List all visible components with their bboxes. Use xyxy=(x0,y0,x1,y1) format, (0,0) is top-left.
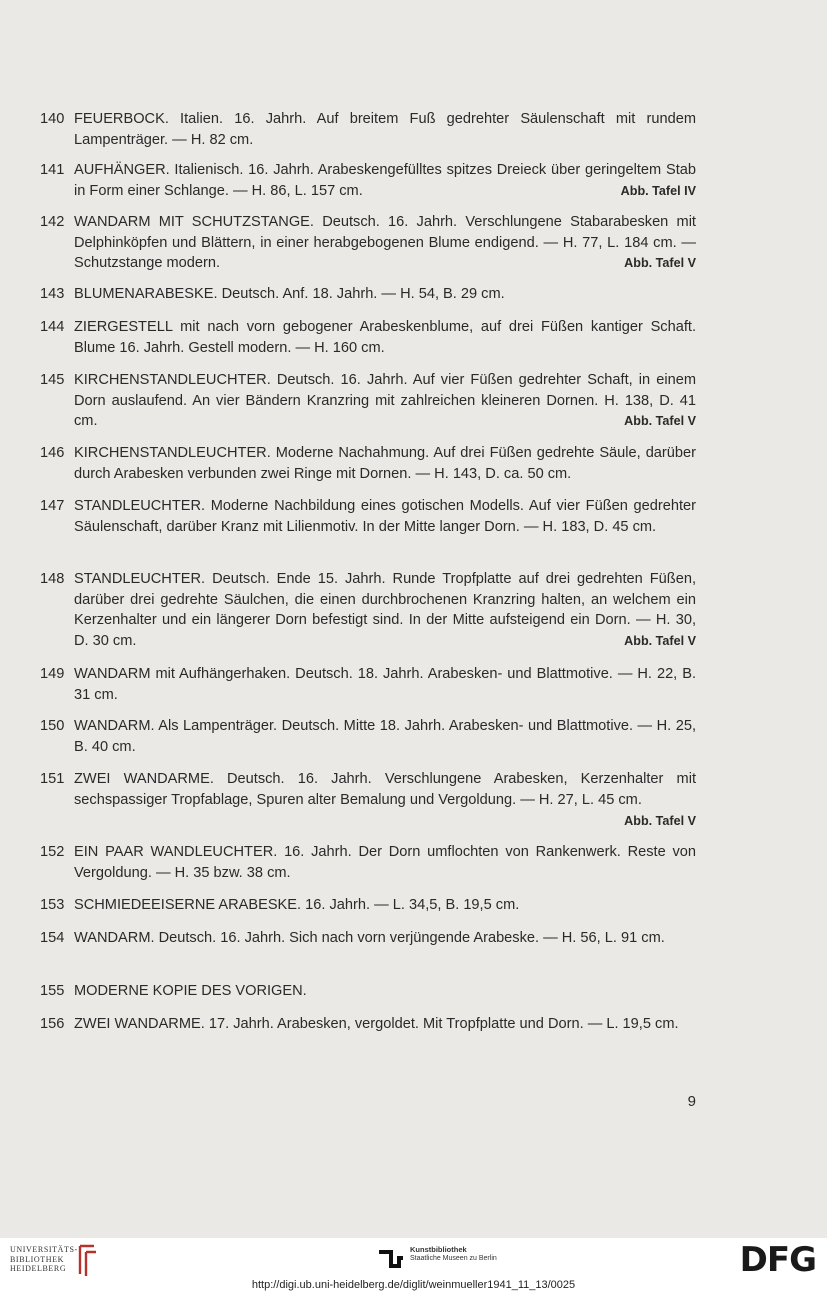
ub-heidelberg-mark-icon[interactable] xyxy=(76,1244,98,1278)
entry-number: 154 xyxy=(40,930,65,946)
catalog-entry xyxy=(40,928,696,949)
entry-text: WANDARM. Deutsch. 16. Jahrh. Sich nach vorn verjüngende Arabeske. — H. 56, L. 91 cm. xyxy=(74,930,665,946)
entry-number: 144 xyxy=(40,319,65,335)
plate-reference: Abb. Tafel V xyxy=(624,813,696,828)
catalog-entry xyxy=(40,716,696,757)
entry-text: ZWEI WANDARME. Deutsch. 16. Jahrh. Verschlungene Arabesken, Kerzenhalter mit sechspassiger Tropfablage, Spuren alter Bemalung und Vergoldung. — H. 27, L. 45 cm. xyxy=(74,771,696,808)
entry-number: 141 xyxy=(40,162,65,178)
university-library-logo[interactable] xyxy=(10,1245,78,1274)
ub-logo-line: UNIVERSITÄTS- xyxy=(10,1245,78,1254)
entry-number: 152 xyxy=(40,844,65,860)
entry-text: BLUMENARABESKE. Deutsch. Anf. 18. Jahrh. — H. 54, B. 29 cm. xyxy=(74,286,505,302)
catalog-entry xyxy=(40,569,696,651)
dfg-logo[interactable]: DFG xyxy=(739,1240,816,1280)
entry-number: 151 xyxy=(40,771,65,787)
kunstbibliothek-title: Kunstbibliothek xyxy=(410,1245,467,1254)
entry-text: STANDLEUCHTER. Moderne Nachbildung eines gotischen Modells. Auf vier Füßen gedrehter Säulenschaft, darüber Kranz mit Lilienmotiv. In der Mitte langer Dorn. — H. 183, D. 45 cm. xyxy=(74,498,696,535)
catalog-entry xyxy=(40,981,696,1002)
entry-number: 149 xyxy=(40,666,65,682)
entry-number: 143 xyxy=(40,286,65,302)
catalog-entry xyxy=(40,1014,696,1035)
catalog-entry xyxy=(40,160,696,201)
entry-text: ZIERGESTELL mit nach vorn gebogener Arabeskenblume, auf drei Füßen kantiger Schaft. Blume 16. Jahrh. Gestell modern. — H. 160 cm. xyxy=(74,319,696,356)
plate-reference: Abb. Tafel V xyxy=(624,414,696,428)
entry-text: MODERNE KOPIE DES VORIGEN. xyxy=(74,983,307,999)
entry-text: SCHMIEDEEISERNE ARABESKE. 16. Jahrh. — L. 34,5, B. 19,5 cm. xyxy=(74,897,520,913)
entry-text: STANDLEUCHTER. Deutsch. Ende 15. Jahrh. Runde Tropfplatte auf drei gedrehten Füßen, darüber drei gedrehte Säulchen, die einen durchbrochenen Kranzring halten, an welchem ein Kerzenhalter und ein längerer Dorn befestigt sind. In der Mitte aufsteigend ein Dorn. — H. 30, D. 30 cm. xyxy=(74,571,696,649)
ub-logo-line: HEIDELBERG xyxy=(10,1264,67,1273)
permalink-url[interactable]: http://digi.ub.uni-heidelberg.de/diglit/weinmueller1941_11_13/0025 xyxy=(251,1279,576,1291)
entry-text: KIRCHENSTANDLEUCHTER. Deutsch. 16. Jahrh. Auf vier Füßen gedrehter Schaft, in einem Dorn auslaufend. An vier Bändern Kranzring mit zahlreichen kleineren Dornen. H. 138, D. 41 cm. xyxy=(74,372,696,429)
entry-number: 147 xyxy=(40,498,65,514)
catalog-entry xyxy=(40,317,696,358)
catalog-entry xyxy=(40,496,696,537)
entry-text xyxy=(74,160,696,201)
catalog-entry xyxy=(40,284,696,305)
kunstbibliothek-logo-icon[interactable] xyxy=(377,1248,405,1270)
entry-text: EIN PAAR WANDLEUCHTER. 16. Jahrh. Der Dorn umflochten von Rankenwerk. Reste von Vergoldung. — H. 35 bzw. 38 cm. xyxy=(74,844,696,881)
entry-number: 155 xyxy=(40,983,65,999)
entry-text: WANDARM mit Aufhängerhaken. Deutsch. 18. Jahrh. Arabesken- und Blattmotive. — H. 22, B. 31 cm. xyxy=(74,666,696,703)
entry-text: FEUERBOCK. Italien. 16. Jahrh. Auf breitem Fuß gedrehter Säulenschaft mit rundem Lampenträger. — H. 82 cm. xyxy=(74,111,696,148)
entry-number: 145 xyxy=(40,372,65,388)
kunstbibliothek-label[interactable] xyxy=(410,1245,570,1263)
plate-reference: Abb. Tafel V xyxy=(624,633,696,648)
catalog-entry xyxy=(40,370,696,432)
page-number: 9 xyxy=(687,1093,696,1110)
entry-number: 148 xyxy=(40,571,65,587)
entry-number: 150 xyxy=(40,718,65,734)
entry-text: WANDARM. Als Lampenträger. Deutsch. Mitte 18. Jahrh. Arabesken- und Blattmotive. — H. 25, B. 40 cm. xyxy=(74,718,696,755)
kunstbibliothek-subtitle: Staatliche Museen zu Berlin xyxy=(410,1255,497,1262)
entry-text: KIRCHENSTANDLEUCHTER. Moderne Nachahmung. Auf drei Füßen gedrehte Säule, darüber durch Arabesken verbunden zwei Ringe mit Dornen. — H. 143, D. ca. 50 cm. xyxy=(74,445,696,482)
catalog-entry xyxy=(40,664,696,705)
entry-number: 153 xyxy=(40,897,65,913)
catalog-entry xyxy=(40,109,696,150)
catalog-entry xyxy=(40,895,696,916)
entry-text-content: AUFHÄNGER. Italienisch. 16. Jahrh. Arabeskengefülltes spitzes Dreieck über geringeltem Stab in Form einer Schlange. — H. 86, L. 157 cm. xyxy=(74,162,696,199)
entry-number: 142 xyxy=(40,214,65,230)
plate-reference: Abb. Tafel V xyxy=(624,256,696,270)
plate-reference: Abb. Tafel IV xyxy=(620,183,696,198)
ub-logo-line: BIBLIOTHEK xyxy=(10,1254,64,1264)
entry-text: WANDARM MIT SCHUTZSTANGE. Deutsch. 16. Jahrh. Verschlungene Stabarabesken mit Delphinköpfen und Blättern, in einer herabgebogenen Blume endigend. — H. 77, L. 184 cm. — Schutzstange modern. xyxy=(74,214,696,271)
entry-number: 146 xyxy=(40,445,65,461)
catalog-entry xyxy=(40,842,696,883)
catalog-entry xyxy=(40,212,696,274)
catalog-entry xyxy=(40,443,696,484)
entry-number: 156 xyxy=(40,1016,65,1032)
entry-number: 140 xyxy=(40,111,65,127)
catalog-entry xyxy=(40,769,696,828)
entry-text: ZWEI WANDARME. 17. Jahrh. Arabesken, vergoldet. Mit Tropfplatte und Dorn. — L. 19,5 cm. xyxy=(74,1016,679,1032)
